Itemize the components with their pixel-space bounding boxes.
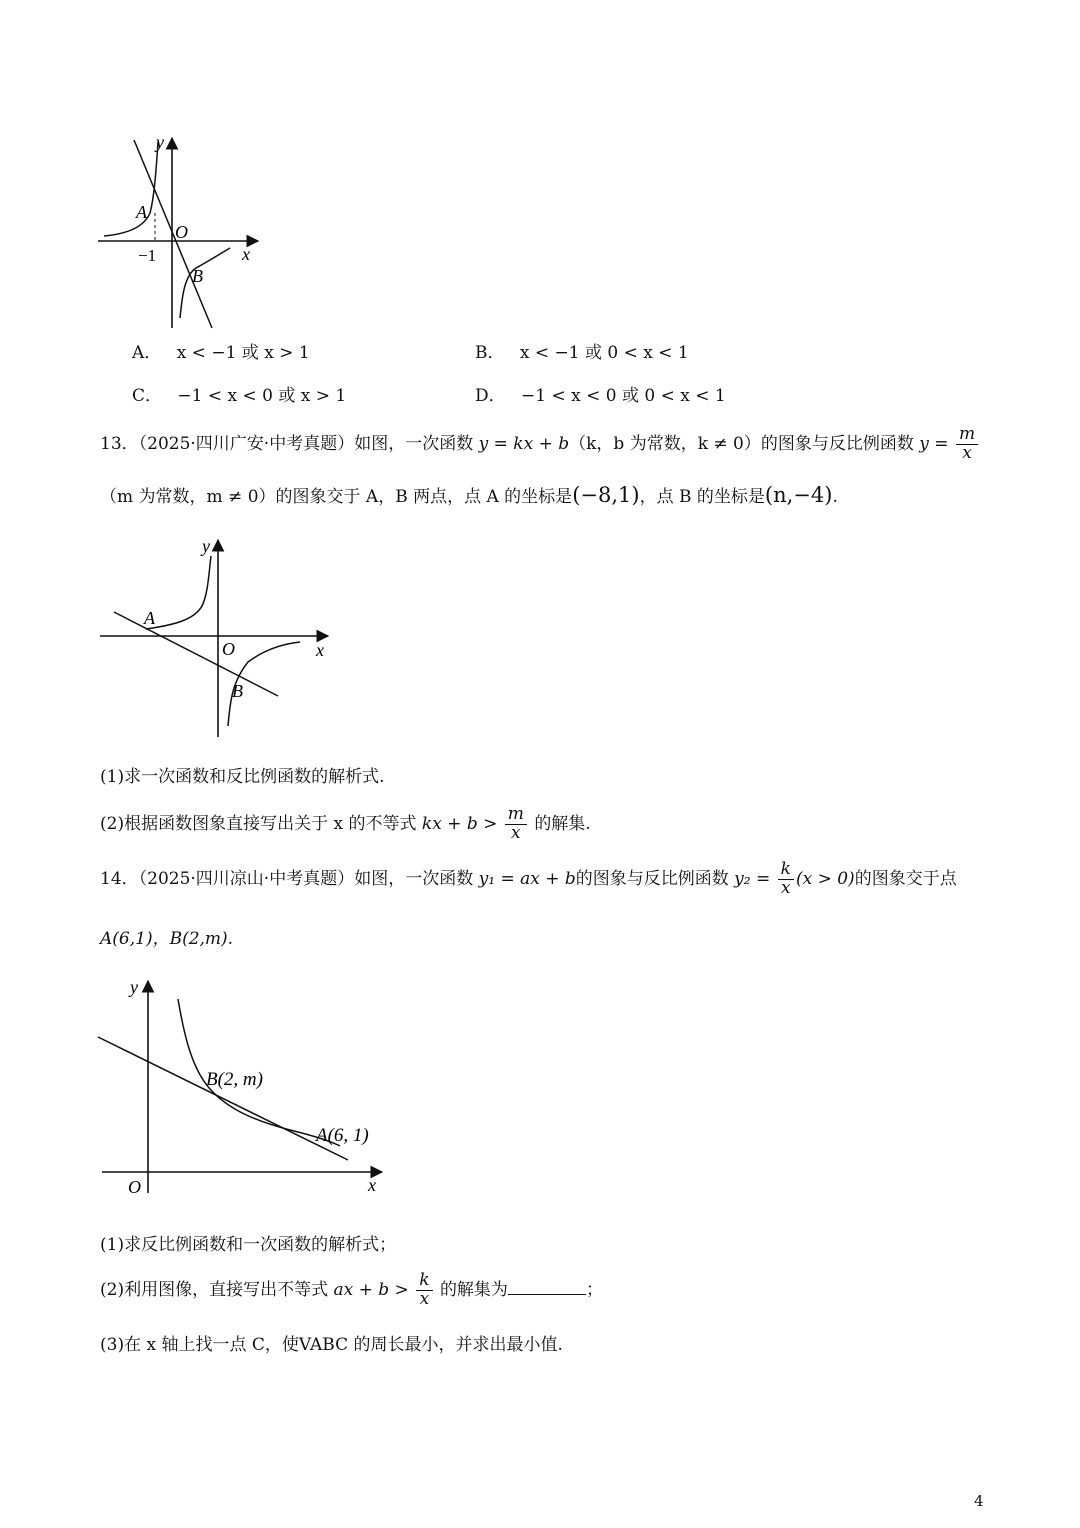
q13-label-y: y	[202, 536, 210, 556]
q13-stem-line2	[100, 482, 838, 507]
option-letter: A．	[132, 343, 162, 363]
q13-part-2-fraction	[505, 806, 527, 843]
q13-part-2	[100, 800, 591, 848]
q13-eq-inverse: y =	[919, 434, 949, 454]
q12-option-d[interactable]	[475, 381, 726, 406]
q12-label-tick: −1	[138, 246, 157, 265]
q13-frac-num: m	[956, 426, 978, 445]
q14-text-3: 的图象交于点	[854, 869, 957, 889]
q13-part-2-eq: kx + b >	[421, 814, 498, 834]
q14-part-2-text: (2)利用图像，直接写出不等式	[100, 1280, 329, 1300]
q14-label-A: A(6, 1)	[316, 1125, 369, 1146]
option-text: −1 < x < 0 或 x > 1	[177, 386, 347, 406]
q13-label-O: O	[222, 639, 235, 659]
q14-p2-frac-num: k	[416, 1272, 432, 1291]
q13-text-4: ，点 B 的坐标是	[639, 487, 765, 507]
q13-eq-linear: y = kx + b	[478, 434, 570, 454]
q12-graph	[92, 128, 272, 333]
option-text: −1 < x < 0 或 0 < x < 1	[521, 386, 726, 406]
q14-frac-den: x	[781, 878, 791, 898]
q12-option-b[interactable]	[475, 338, 689, 363]
q13-hyperbola-left	[146, 556, 211, 629]
q12-label-y: y	[156, 132, 164, 152]
option-text: x < −1 或 0 < x < 1	[519, 343, 689, 363]
q14-number: 14．	[100, 869, 139, 889]
q14-text-2: 的图象与反比例函数	[575, 869, 729, 889]
q13-coord-a: (−8,1)	[572, 483, 640, 507]
q14-eq-linear: y₁ = ax + b	[478, 869, 576, 889]
q13-source: （2025·四川广安·中考真题）	[138, 434, 355, 454]
q14-text-1: 如图，一次函数	[354, 869, 474, 889]
q12-hyperbola-left	[104, 142, 158, 236]
option-letter: C．	[132, 386, 163, 406]
q14-p2-frac-den: x	[419, 1289, 430, 1309]
q14-graph	[94, 975, 394, 1200]
q14-part-2	[100, 1266, 603, 1314]
q14-stem-line2: A(6,1)，B(2,m).	[100, 929, 234, 949]
q14-part-2-fraction	[416, 1272, 432, 1309]
q12-option-c[interactable]	[132, 381, 346, 406]
q12-label-O: O	[175, 222, 188, 242]
q13-label-B: B	[232, 681, 243, 701]
option-letter: D．	[475, 386, 506, 406]
q13-p2-frac-num: m	[505, 806, 527, 825]
q14-label-x: x	[368, 1175, 376, 1195]
q14-answer-blank[interactable]	[508, 1278, 586, 1295]
q13-text-5: .	[832, 487, 838, 507]
q13-text-2: （k，b 为常数，k ≠ 0）的图象与反比例函数	[569, 434, 914, 454]
q12-line	[134, 140, 212, 328]
q14-fraction	[778, 861, 794, 898]
q12-label-A: A	[136, 202, 147, 222]
q13-part-2-tail: 的解集.	[534, 814, 591, 834]
q14-condition: (x > 0)	[795, 869, 855, 889]
q13-text-1: 如图，一次函数	[354, 434, 474, 454]
q13-coord-b: (n,−4)	[764, 483, 833, 507]
q12-label-B: B	[192, 266, 203, 286]
q13-number: 13．	[100, 434, 139, 454]
q14-stem-line1	[100, 855, 957, 903]
q13-fraction	[956, 426, 978, 463]
q13-line	[114, 612, 278, 696]
q14-part-2-eq: ax + b >	[333, 1280, 409, 1300]
q14-part-2-tail: 的解集为	[439, 1280, 508, 1300]
q14-part-1: (1)求反比例函数和一次函数的解析式；	[100, 1235, 397, 1255]
q14-line	[98, 1037, 348, 1160]
page-number: 4	[974, 1492, 984, 1510]
q13-part-2-text: (2)根据函数图象直接写出关于 x 的不等式	[100, 814, 417, 834]
q14-label-O: O	[128, 1177, 141, 1197]
option-text: x < −1 或 x > 1	[176, 343, 310, 363]
q13-label-A: A	[144, 608, 155, 628]
q12-option-a[interactable]	[132, 338, 310, 363]
option-letter: B．	[475, 343, 505, 363]
q14-frac-num: k	[778, 861, 794, 880]
q12-hyperbola-right	[180, 248, 230, 318]
q13-p2-frac-den: x	[511, 823, 521, 843]
q12-label-x: x	[242, 244, 250, 264]
q14-label-B: B(2, m)	[206, 1069, 263, 1090]
q13-frac-den: x	[962, 443, 972, 463]
q14-label-y: y	[130, 977, 138, 997]
q13-label-x: x	[316, 640, 324, 660]
q14-part-2-end: ；	[585, 1280, 603, 1300]
q14-part-3: (3)在 x 轴上找一点 C，使VABC 的周长最小，并求出最小值.	[100, 1335, 563, 1355]
q14-source: （2025·四川凉山·中考真题）	[138, 869, 355, 889]
q13-part-1: (1)求一次函数和反比例函数的解析式.	[100, 767, 385, 787]
q13-stem-line1	[100, 420, 980, 468]
q13-text-3: （m 为常数，m ≠ 0）的图象交于 A，B 两点，点 A 的坐标是	[100, 487, 573, 507]
q14-eq-inverse: y₂ =	[734, 869, 771, 889]
q13-graph	[94, 532, 344, 742]
